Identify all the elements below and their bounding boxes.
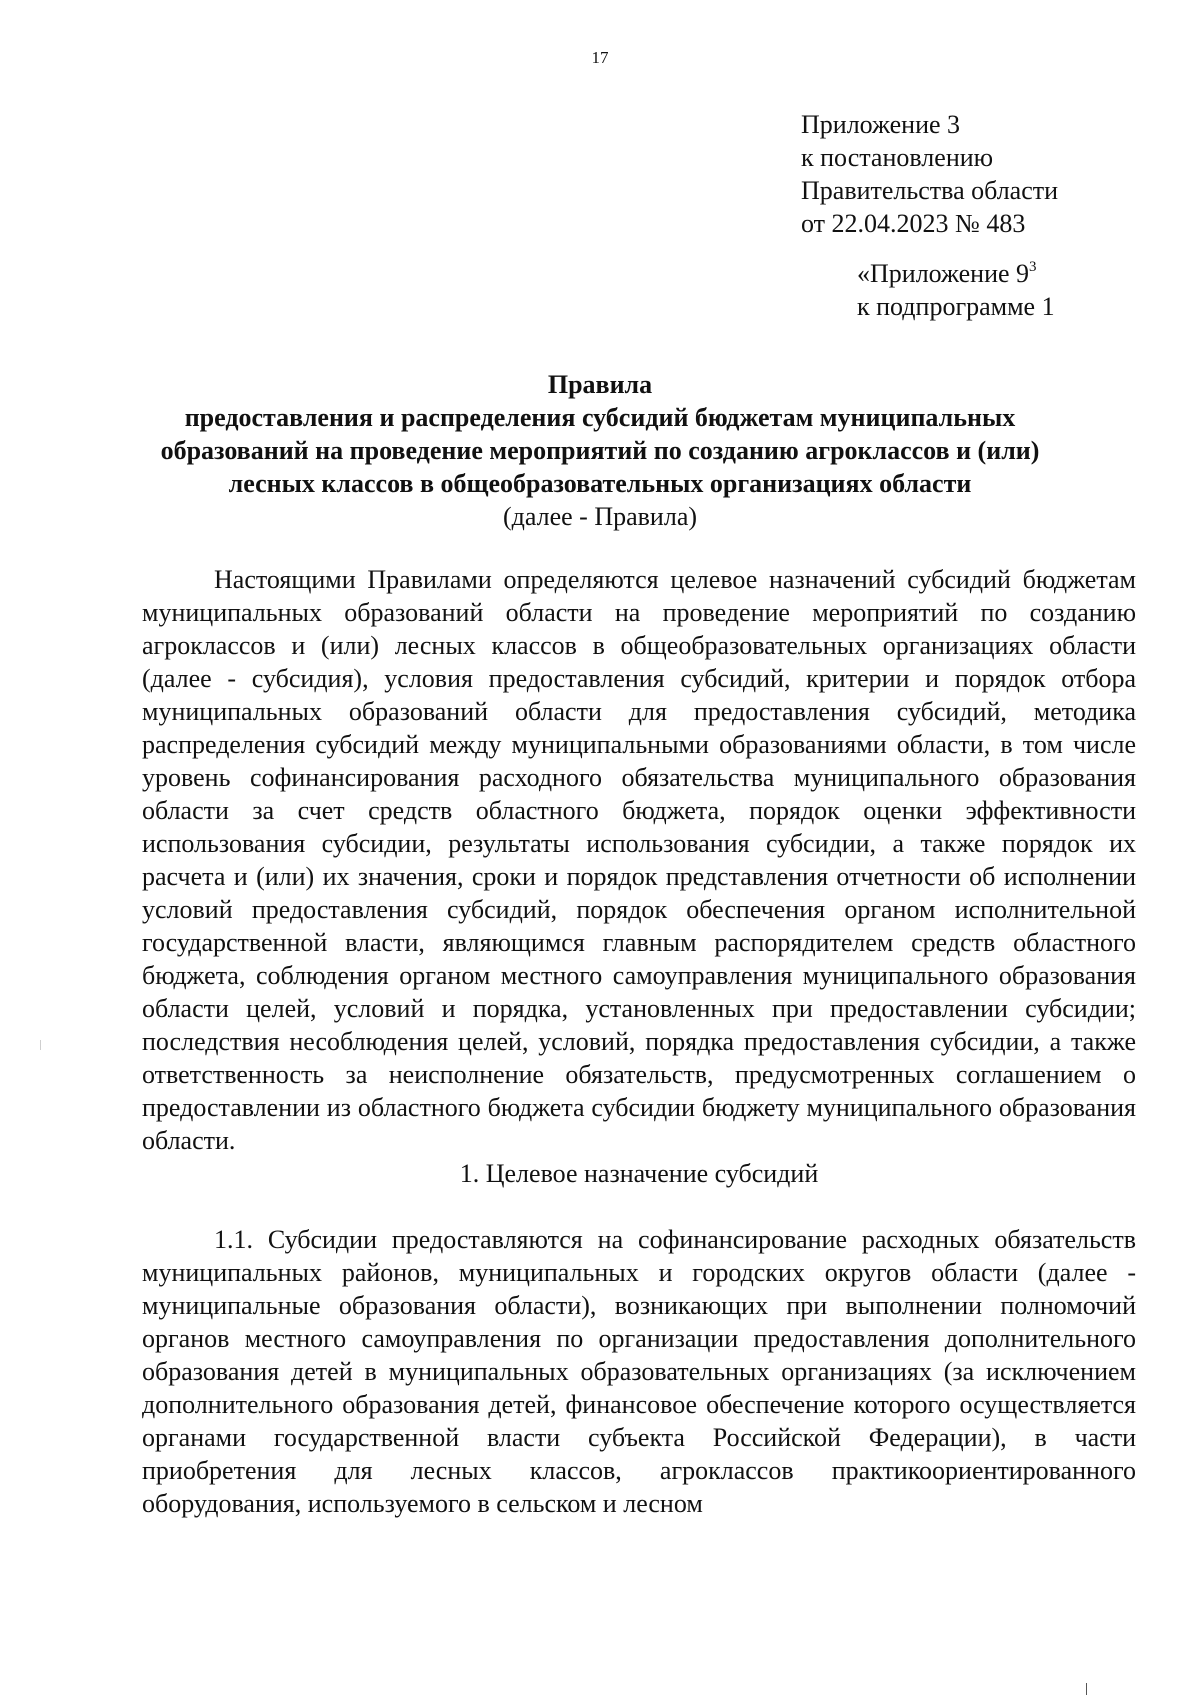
scan-margin-mark: [40, 1040, 41, 1050]
document-body: [142, 563, 1136, 1520]
sub-appendix-line-1-text: «Приложение 9: [857, 259, 1030, 288]
scan-corner-mark: [1086, 1683, 1087, 1695]
title-line-2: предоставления и распределения субсидий бюджетам муниципальных: [184, 403, 1016, 432]
sub-appendix-line-1: [857, 257, 1157, 290]
title-line-4: лесных классов в общеобразовательных организациях области: [228, 469, 972, 498]
intro-paragraph: Настоящими Правилами определяются целевое назначений субсидий бюджетам муниципальных образований области на проведение мероприятий по созданию агроклассов и (или) лесных классов в общеобразовательных организациях области (далее - субсидия), условия предоставления субсидий, критерии и порядок отбора муниципальных образований области для предоставления субсидий, методика распределения субсидий между муниципальными образованиями области, в том числе уровень софинансирования расходного обязательства муниципального образования области за счет средств областного бюджета, порядок оценки эффективности использования субсидии, результаты использования субсидии, а также порядок их расчета и (или) их значения, сроки и порядок представления отчетности об исполнении условий предоставления субсидий, порядок обеспечения органом исполнительной государственной власти, являющимся главным распорядителем средств областного бюджета, соблюдения органом местного самоуправления муниципального образования области целей, условий и порядка, установленных при предоставлении субсидии; последствия несоблюдения целей, условий, порядка предоставления субсидии, а также ответственность за неисполнение обязательств, предусмотренных соглашением о предоставлении из областного бюджета субсидии бюджету муниципального образования области.: [142, 565, 1136, 1155]
sub-appendix-header: [857, 257, 1157, 323]
title-line-3: образований на проведение мероприятий по созданию агроклассов и (или): [160, 436, 1040, 465]
page-number: 17: [591, 48, 609, 67]
title-line-1: Правила: [547, 370, 653, 399]
appendix-line-3: Правительства области: [801, 176, 1059, 205]
appendix-line-4: от 22.04.2023 № 483: [801, 209, 1026, 238]
appendix-header: [801, 108, 1161, 240]
sub-appendix-line-2: к подпрограмме 1: [857, 292, 1055, 321]
section-1-heading: 1. Целевое назначение субсидий: [459, 1159, 819, 1188]
section-1-paragraph: 1.1. Субсидии предоставляются на софинансирование расходных обязательств муниципальных районов, муниципальных и городских округов области (далее - муниципальные образования области), возникающих при выполнении полномочий органов местного самоуправления по организации предоставления дополнительного образования детей в муниципальных образовательных организациях (за исключением дополнительного образования детей, финансовое обеспечение которого осуществляется органами государственной власти субъекта Российской Федерации), в части приобретения для лесных классов, агроклассов практикоориентированного оборудования, используемого в сельском и лесном: [142, 1225, 1136, 1518]
appendix-line-2: к постановлению: [801, 143, 994, 172]
sub-appendix-superscript: 3: [1029, 259, 1037, 275]
title-line-5: (далее - Правила): [502, 502, 698, 531]
appendix-line-1: Приложение 3: [801, 110, 961, 139]
document-title: [120, 368, 1080, 533]
